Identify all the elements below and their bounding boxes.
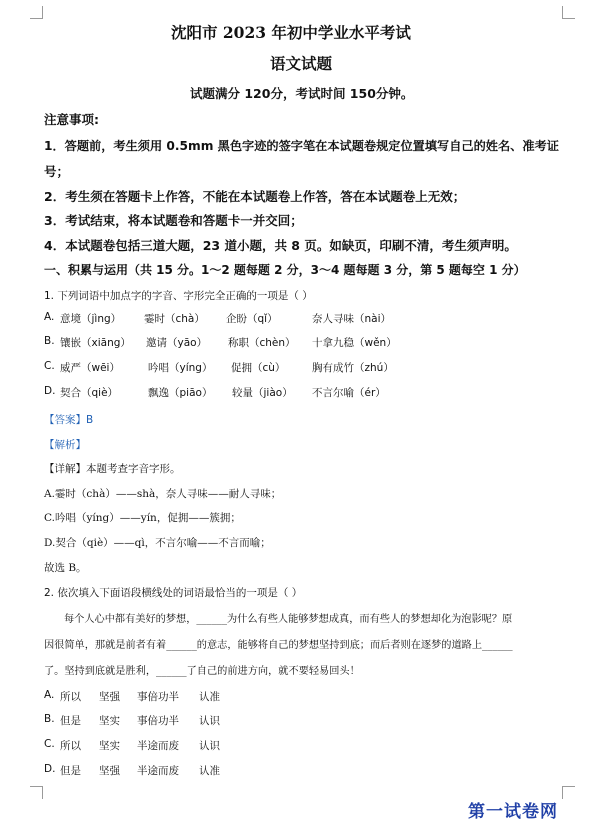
exam-title: 沈阳市 2023 年初中学业水平考试 — [171, 23, 411, 42]
passage-line-3: 了。坚持到底就是胜利，______了自己的前进方向，就不要轻易回头！ — [44, 666, 360, 677]
watermark-logo: 第一试卷网 — [468, 802, 558, 822]
option-word: 事倍功半 — [137, 691, 179, 703]
crop-mark-bottom-right — [562, 786, 575, 799]
option-word: 意境（jìng） — [60, 313, 122, 325]
option-word: 坚实 — [99, 740, 120, 752]
option-word: 镶嵌（xiāng） — [60, 337, 131, 349]
option-label: C. — [44, 738, 55, 750]
option-label: C. — [44, 360, 55, 372]
option-word: 十拿九稳（wěn） — [312, 337, 397, 349]
option-word: 吟唱（yíng） — [148, 362, 213, 374]
option-word: 半途而废 — [137, 740, 179, 752]
option-word: 飘逸（piāo） — [148, 387, 213, 399]
passage-line-1: 每个人心中都有美好的梦想，______为什么有些人能够梦想成真，而有些人的梦想却化为泡影呢？原 — [64, 614, 513, 625]
passage-line-2: 因很简单，那就是前者有着______的意志，能够将自己的梦想坚持到底；而后者则在逐梦的道路上______ — [44, 640, 513, 651]
option-label: B. — [44, 335, 55, 347]
option-word: 契合（qiè） — [60, 387, 119, 399]
option-word: 认准 — [199, 765, 220, 777]
notice-item-3: 3．考试结束，将本试题卷和答题卡一并交回； — [44, 213, 303, 228]
question-1-stem: 1. 下列词语中加点字的字音、字形完全正确的一项是（ ） — [44, 290, 313, 302]
option-word: 所以 — [60, 740, 81, 752]
option-word: 所以 — [60, 691, 81, 703]
option-word: 称职（chèn） — [228, 337, 296, 349]
question-2-stem: 2. 依次填入下面语段横线处的词语最恰当的一项是（ ） — [44, 587, 303, 599]
option-word: 霎时（chà） — [144, 313, 205, 325]
notice-item-1-cont: 号； — [44, 164, 70, 179]
option-word: 坚强 — [99, 691, 120, 703]
exam-info: 试题满分 120分，考试时间 150分钟。 — [190, 86, 414, 101]
option-word: 胸有成竹（zhú） — [312, 362, 394, 374]
option-word: 半途而废 — [137, 765, 179, 777]
option-word: 坚实 — [99, 715, 120, 727]
crop-mark-top-left — [30, 6, 43, 19]
detail-line — [44, 461, 181, 476]
option-word: 促拥（cù） — [231, 362, 286, 374]
option-word: 坚强 — [99, 765, 120, 777]
notice-heading: 注意事项: — [44, 112, 99, 127]
option-word: 邀请（yāo） — [146, 337, 208, 349]
crop-mark-bottom-left — [30, 786, 43, 799]
notice-item-4: 4．本试题卷包括三道大题，23 道小题，共 8 页。如缺页，印刷不清，考生须声明。 — [44, 238, 517, 253]
exam-subtitle: 语文试题 — [270, 54, 333, 73]
detail-tag: 【详解】 — [44, 463, 86, 475]
option-word: 认识 — [199, 715, 220, 727]
option-label: D. — [44, 763, 56, 775]
explain-a: A.霎时（chà）——shà，奈人寻味——耐人寻味； — [44, 488, 282, 500]
detail-text: 本题考查字音字形。 — [86, 463, 181, 475]
option-label: A. — [44, 311, 55, 323]
analysis-tag: 【解析】 — [44, 439, 86, 451]
option-word: 但是 — [60, 765, 81, 777]
option-label: A. — [44, 689, 55, 701]
conclusion: 故选 B。 — [44, 562, 87, 574]
option-word: 但是 — [60, 715, 81, 727]
option-label: B. — [44, 713, 55, 725]
section-heading: 一、积累与运用（共 15 分。1～2 题每题 2 分，3～4 题每题 3 分，第 5 题每空 1 分） — [44, 263, 526, 277]
option-word: 奈人寻味（nài） — [312, 313, 392, 325]
answer-label: 【答案】B — [44, 414, 94, 426]
explain-d: D.契合（qiè）——qì，不言尔喻——不言而喻； — [44, 537, 271, 549]
explain-c: C.吟唱（yíng）——yín，促拥——簇拥； — [44, 512, 241, 524]
notice-item-2: 2．考生须在答题卡上作答，不能在本试题卷上作答，答在本试题卷上无效； — [44, 189, 466, 204]
option-word: 企盼（qǐ） — [226, 313, 278, 325]
option-word: 不言尔喻（ér） — [312, 387, 386, 399]
option-word: 较量（jiào） — [232, 387, 293, 399]
option-word: 认准 — [199, 691, 220, 703]
option-word: 事倍功半 — [137, 715, 179, 727]
notice-item-1: 1．答题前，考生须用 0.5mm 黑色字迹的签字笔在本试题卷规定位置填写自己的姓名、准考证 — [44, 139, 559, 153]
option-word: 威严（wēi） — [60, 362, 120, 374]
option-word: 认识 — [199, 740, 220, 752]
option-label: D. — [44, 385, 56, 397]
crop-mark-top-right — [562, 6, 575, 19]
